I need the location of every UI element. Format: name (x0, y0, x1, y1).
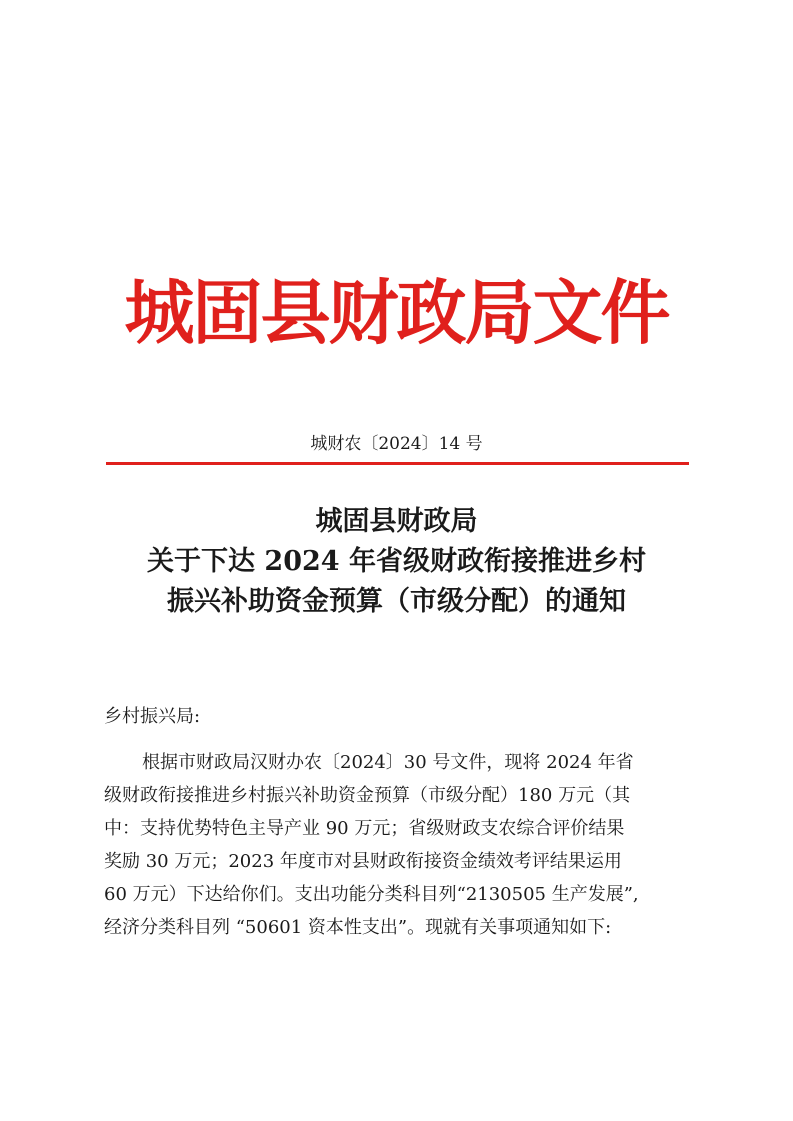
red-divider-rule (106, 462, 689, 465)
body-line-5: 60 万元）下达给你们。支出功能分类科目列“2130505 生产发展”, (104, 884, 639, 905)
body-line-6: 经济分类科目列 “50601 资本性支出”。现就有关事项通知如下: (104, 917, 612, 938)
title-line-3: 振兴补助资金预算（市级分配）的通知 (167, 586, 626, 617)
notice-title (0, 502, 793, 622)
body-paragraph (104, 746, 704, 944)
title-line-1: 城固县财政局 (315, 506, 478, 537)
body-line-3: 中：支持优势特色主导产业 90 万元；省级财政支农综合评价结果 (104, 818, 625, 839)
body-line-4: 奖励 30 万元；2023 年度市对县财政衔接资金绩效考评结果运用 (104, 851, 622, 872)
title-line-2: 关于下达 2024 年省级财政衔接推进乡村 (147, 546, 646, 577)
body-line-2: 级财政衔接推进乡村振兴补助资金预算（市级分配）180 万元（其 (104, 785, 631, 806)
document-number: 城财农〔2024〕14 号 (310, 434, 483, 454)
masthead-title: 城固县财政局文件 (124, 271, 669, 354)
body-line-1: 根据市财政局汉财办农〔2024〕30 号文件，现将 2024 年省 (142, 752, 634, 773)
salutation: 乡村振兴局: (104, 706, 201, 727)
